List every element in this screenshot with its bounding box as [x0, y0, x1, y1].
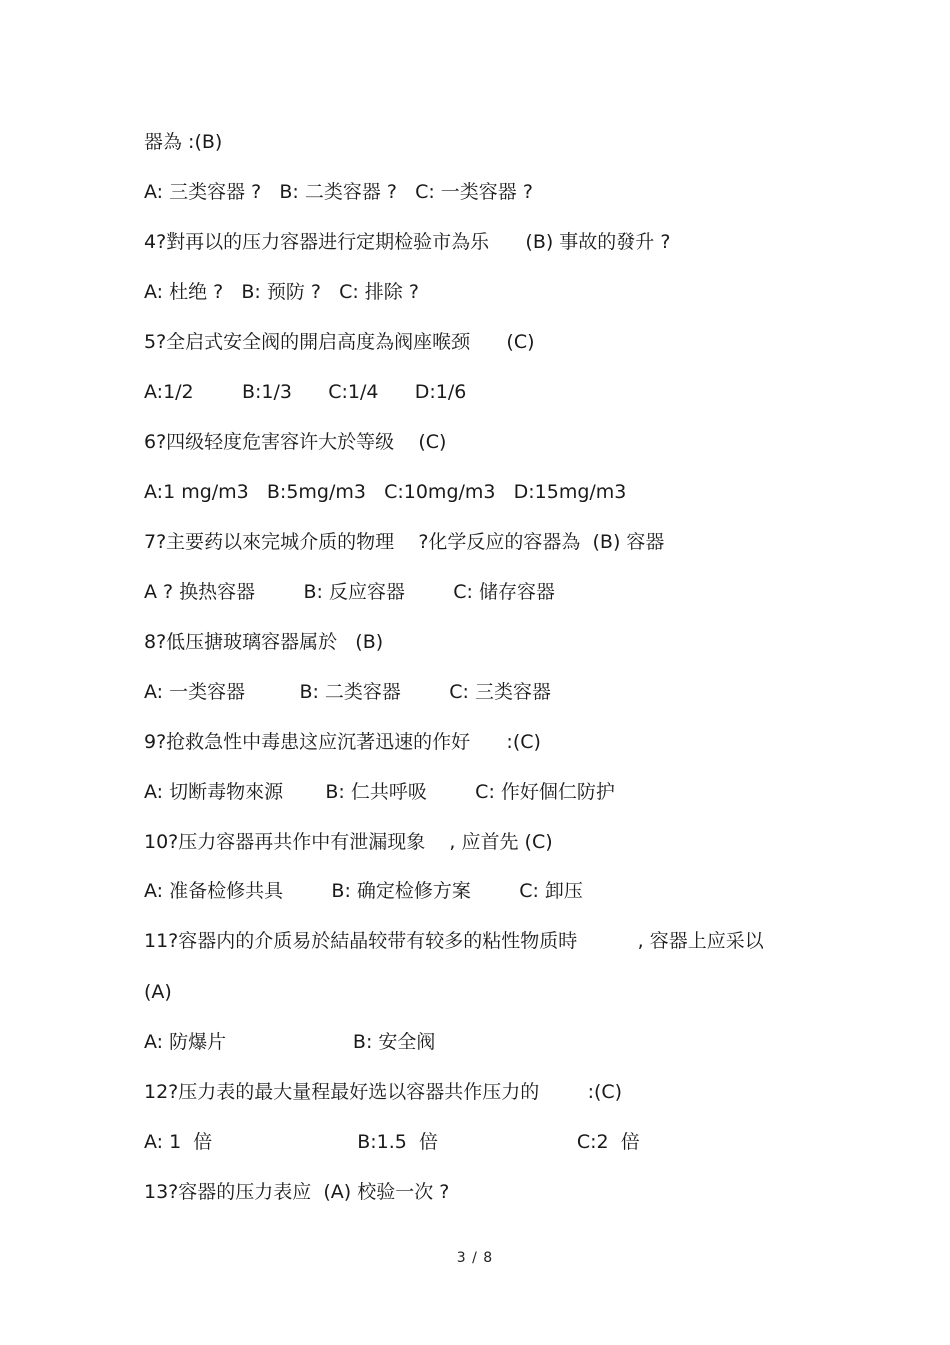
options-line: A: 一类容器 B: 二类容器 C: 三类容器 — [144, 681, 551, 703]
question-line: 4?對再以的压力容器进行定期检验市為乐 (B) 事故的發升 ? — [144, 231, 671, 253]
question-line: 7?主要药以來完城介质的物理 ?化学反应的容器為 (B) 容器 — [144, 531, 665, 553]
options-line: A: 1 倍 B:1.5 倍 C:2 倍 — [144, 1131, 640, 1153]
question-line: 12?压力表的最大量程最好选以容器共作压力的 :(C) — [144, 1081, 623, 1103]
options-line: A:1 mg/m3 B:5mg/m3 C:10mg/m3 D:15mg/m3 — [144, 481, 627, 503]
question-line: 6?四级轻度危害容许大於等级 (C) — [144, 431, 447, 453]
question-line: 9?抢救急性中毒患这应沉著迅速的作好 :(C) — [144, 731, 541, 753]
text-line: 器為 :(B) — [144, 131, 223, 153]
page-number: 3 / 8 — [456, 1250, 494, 1266]
options-line: A ? 换热容器 B: 反应容器 C: 储存容器 — [144, 581, 555, 603]
question-line: 13?容器的压力表应 (A) 校验一次 ? — [144, 1181, 450, 1203]
options-line: A: 杜绝 ? B: 预防 ? C: 排除 ? — [144, 281, 419, 303]
options-line: A:1/2 B:1/3 C:1/4 D:1/6 — [144, 381, 467, 403]
options-line: A: 切断毒物來源 B: 仁共呼吸 C: 作好個仁防护 — [144, 781, 615, 803]
question-line: 5?全启式安全阀的開启高度為阀座喉颈 (C) — [144, 331, 535, 353]
question-line-continued: (A) — [144, 981, 172, 1003]
text-line: A: 三类容器 ? B: 二类容器 ? C: 一类容器 ? — [144, 181, 533, 203]
question-line: 10?压力容器再共作中有泄漏现象 , 应首先 (C) — [144, 831, 553, 853]
options-line: A: 准备检修共具 B: 确定检修方案 C: 卸压 — [144, 880, 583, 902]
question-line: 8?低压搪玻璃容器属於 (B) — [144, 631, 384, 653]
question-line: 11?容器内的介质易於結晶较带有较多的粘性物质時 , 容器上应采以 — [144, 930, 764, 952]
options-line: A: 防爆片 B: 安全阀 — [144, 1031, 436, 1053]
